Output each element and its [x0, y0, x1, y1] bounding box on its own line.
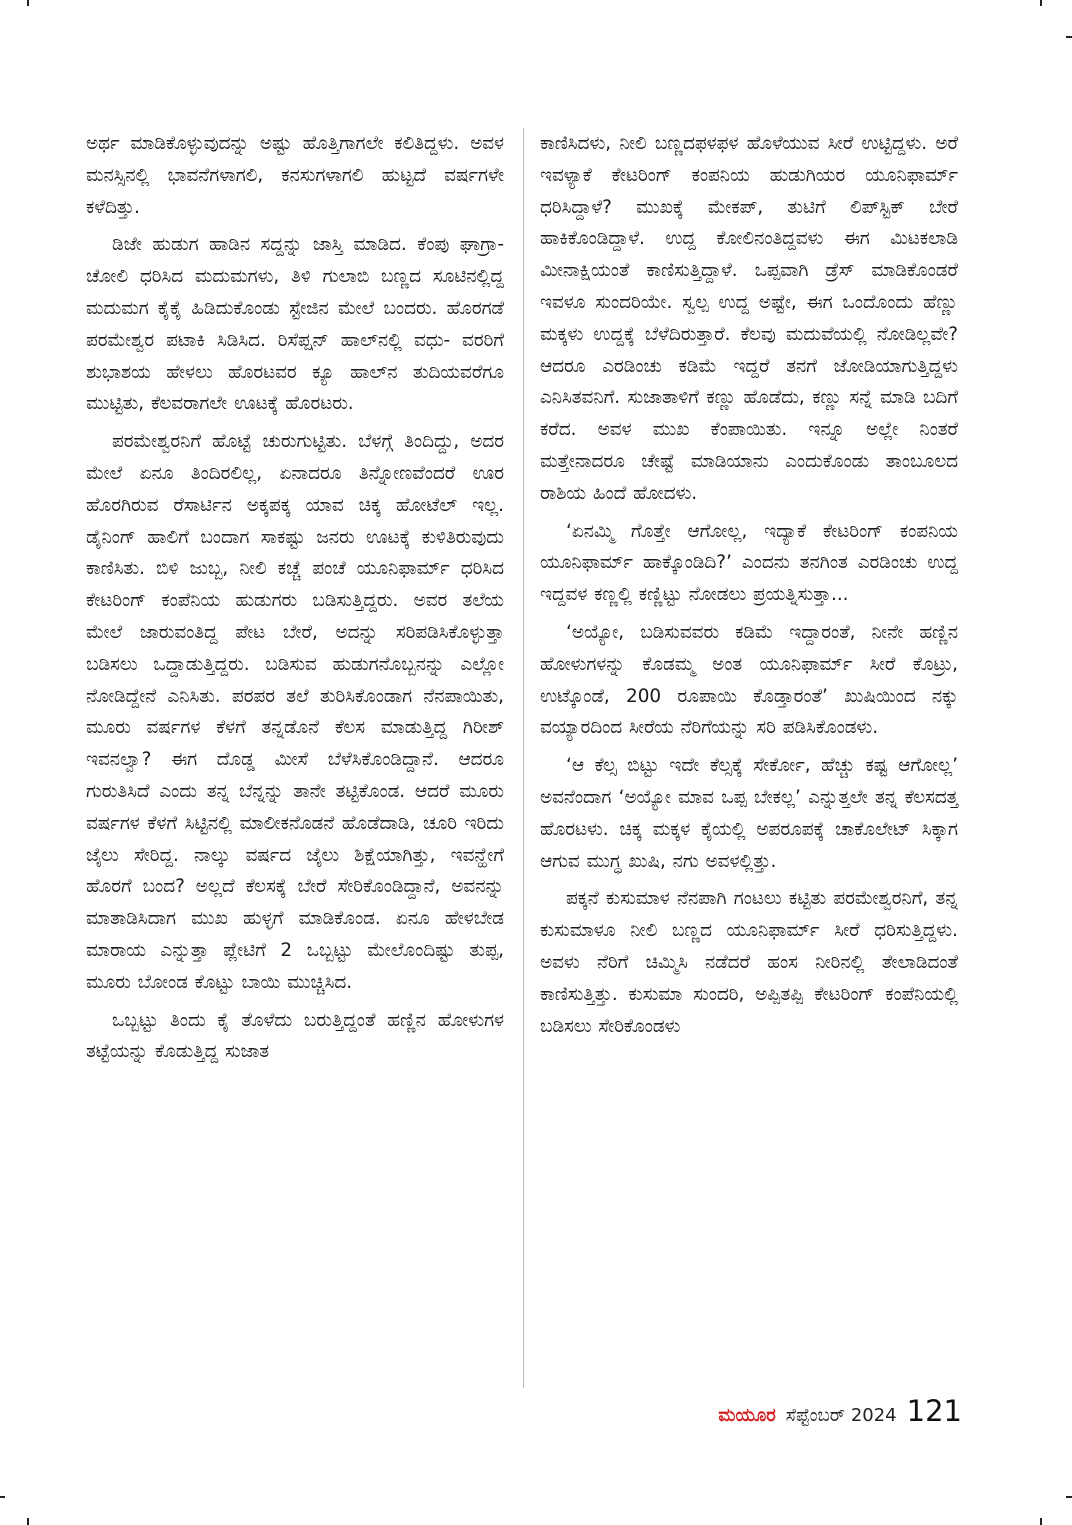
paragraph: ‘ಅಯ್ಯೋ, ಬಡಿಸುವವರು ಕಡಿಮೆ ಇದ್ದಾರಂತೆ, ನೀನೇ ಹಣ್ಣಿನ ಹೋಳುಗಳನ್ನು ಕೊಡಮ್ಮ ಅಂತ ಯೂನಿಫಾರ್ಮ್ ಸೀರೆ ಕೊಟ್ರು, ಉಟ್ಕೊಂಡೆ, 200 ರೂಪಾಯಿ ಕೊಡ್ತಾರಂತೆ’ ಖುಷಿಯಿಂದ ನಕ್ಕು ವಯ್ಯಾರದಿಂದ ಸೀರೆಯ ನೆರಿಗೆಯನ್ನು ಸರಿ ಪಡಿಸಿಕೊಂಡಳು. [540, 621, 958, 739]
article-page [86, 128, 966, 1398]
page-number: 121 [906, 1394, 962, 1428]
page-footer [718, 1394, 962, 1428]
paragraph: ಅರ್ಥ ಮಾಡಿಕೊಳ್ಳುವುದನ್ನು ಅಷ್ಟು ಹೊತ್ತಿಗಾಗಲೇ ಕಲಿತಿದ್ದಳು. ಅವಳ ಮನಸ್ಸಿನಲ್ಲಿ ಭಾವನೆಗಳಾಗಲಿ, ಕನಸುಗಳಾಗಲಿ ಹುಟ್ಟದೆ ವರ್ಷಗಳೇ ಕಳೆದಿತ್ತು. [86, 133, 504, 218]
crop-mark-top-right [1040, 0, 1042, 6]
crop-mark-right-edge [1066, 36, 1072, 38]
issue-date: ಸೆಪ್ಟೆಂಬರ್ 2024 [785, 1405, 897, 1426]
paragraph: ಪರಮೇಶ್ವರನಿಗೆ ಹೊಟ್ಟೆ ಚುರುಗುಟ್ಟಿತು. ಬೆಳಗ್ಗೆ ತಿಂದಿದ್ದು, ಅದರ ಮೇಲೆ ಏನೂ ತಿಂದಿರಲಿಲ್ಲ, ಏನಾದರೂ ತಿನ್ನೋಣವೆಂದರೆ ಊರ ಹೊರಗಿರುವ ರೆಸಾರ್ಟಿನ ಅಕ್ಕಪಕ್ಕ ಯಾವ ಚಿಕ್ಕ ಹೋಟೆಲ್ ಇಲ್ಲ. ಡೈನಿಂಗ್ ಹಾಲಿಗೆ ಬಂದಾಗ ಸಾಕಷ್ಟು ಜನರು ಊಟಕ್ಕೆ ಕುಳಿತಿರುವುದು ಕಾಣಿಸಿತು. ಬಿಳಿ ಜುಬ್ಬ, ನೀಲಿ ಕಚ್ಚೆ ಪಂಚೆ ಯೂನಿಫಾರ್ಮ್ ಧರಿಸಿದ ಕೇಟರಿಂಗ್ ಕಂಪೆನಿಯ ಹುಡುಗರು ಬಡಿಸುತ್ತಿದ್ದರು. ಅವರ ತಲೆಯ ಮೇಲೆ ಜಾರುವಂತಿದ್ದ ಪೇಟ ಬೇರೆ, ಅದನ್ನು ಸರಿಪಡಿಸಿಕೊಳ್ಳುತ್ತಾ ಬಡಿಸಲು ಒದ್ದಾಡುತ್ತಿದ್ದರು. ಬಡಿಸುವ ಹುಡುಗನೊಬ್ಬನನ್ನು ಎಲ್ಲೋ ನೋಡಿದ್ದೇನೆ ಎನಿಸಿತು. ಪರಪರ ತಲೆ ತುರಿಸಿಕೊಂಡಾಗ ನೆನಪಾಯಿತು, ಮೂರು ವರ್ಷಗಳ ಕೆಳಗೆ ತನ್ನಡೊನೆ ಕೆಲಸ ಮಾಡುತ್ತಿದ್ದ ಗಿರೀಶ್ ಇವನಲ್ವಾ? ಈಗ ದೊಡ್ಡ ಮೀಸೆ ಬೆಳೆಸಿಕೊಂಡಿದ್ದಾನೆ. ಆದರೂ ಗುರುತಿಸಿದೆ ಎಂದು ತನ್ನ ಬೆನ್ನನ್ನು ತಾನೇ ತಟ್ಟಿಕೊಂಡ. ಆದರೆ ಮೂರು ವರ್ಷಗಳ ಕೆಳಗೆ ಸಿಟ್ಟಿನಲ್ಲಿ ಮಾಲೀಕನೊಡನೆ ಹೊಡೆದಾಡಿ, ಚೂರಿ ಇರಿದು ಜೈಲು ಸೇರಿದ್ದ. ನಾಲ್ಕು ವರ್ಷದ ಜೈಲು ಶಿಕ್ಷೆಯಾಗಿತ್ತು, ಇವನ್ಹೇಗೆ ಹೊರಗೆ ಬಂದ? ಅಲ್ಲದೆ ಕೆಲಸಕ್ಕೆ ಬೇರೆ ಸೇರಿಕೊಂಡಿದ್ದಾನೆ, ಅವನನ್ನು ಮಾತಾಡಿಸಿದಾಗ ಮುಖ ಹುಳ್ಳಗೆ ಮಾಡಿಕೊಂಡ. ಏನೂ ಹೇಳಬೇಡ ಮಾರಾಯ ಎನ್ನುತ್ತಾ ಪ್ಲೇಟಿಗೆ 2 ಒಬ್ಬಟ್ಟು ಮೇಲೊಂದಿಷ್ಟು ತುಪ್ಪ, ಮೂರು ಬೋಂಡ ಕೊಟ್ಟು ಬಾಯಿ ಮುಚ್ಚಿಸಿದ. [86, 431, 505, 993]
crop-mark-bottom-right-vertical [1040, 1518, 1042, 1525]
crop-mark-bottom-right [1066, 1496, 1072, 1498]
crop-mark-top-left [27, 0, 29, 6]
crop-mark-bottom-left [27, 1518, 29, 1525]
paragraph: ಒಬ್ಬಟ್ಟು ತಿಂದು ಕೈ ತೊಳೆದು ಬರುತ್ತಿದ್ದಂತೆ ಹಣ್ಣಿನ ಹೋಳುಗಳ ತಟ್ಟೆಯನ್ನು ಕೊಡುತ್ತಿದ್ದ ಸುಜಾತ [86, 1009, 504, 1063]
magazine-logo: ಮಯೂರ [718, 1405, 776, 1426]
right-column [540, 128, 958, 1048]
paragraph: ಕಾಣಿಸಿದಳು, ನೀಲಿ ಬಣ್ಣದಫಳಫಳ ಹೊಳೆಯುವ ಸೀರೆ ಉಟ್ಟಿದ್ದಳು. ಅರೆ ಇವಳ್ಯಾಕೆ ಕೇಟರಿಂಗ್ ಕಂಪನಿಯ ಹುಡುಗಿಯರ ಯೂನಿಫಾರ್ಮ್ ಧರಿಸಿದ್ದಾಳೆ? ಮುಖಕ್ಕೆ ಮೇಕಪ್, ತುಟಿಗೆ ಲಿಪ್‌ಸ್ಟಿಕ್ ಬೇರೆ ಹಾಕಿಕೊಂಡಿದ್ದಾಳೆ. ಉದ್ದ ಕೋಲಿನಂತಿದ್ದವಳು ಈಗ ಮಿಟಕಲಾಡಿ ಮೀನಾಕ್ಷಿಯಂತೆ ಕಾಣಿಸುತ್ತಿದ್ದಾಳೆ. ಒಪ್ಪವಾಗಿ ಡ್ರೆಸ್ ಮಾಡಿಕೊಂಡರೆ ಇವಳೂ ಸುಂದರಿಯೇ. ಸ್ವಲ್ಪ ಉದ್ದ ಅಷ್ಟೇ, ಈಗ ಒಂದೊಂದು ಹೆಣ್ಣು ಮಕ್ಕಳು ಉದ್ದಕ್ಕೆ ಬೆಳೆದಿರುತ್ತಾರೆ. ಕೆಲವು ಮದುವೆಯಲ್ಲಿ ನೋಡಿಲ್ಲವೇ? ಆದರೂ ಎರಡಿಂಚು ಕಡಿಮೆ ಇದ್ದರೆ ತನಗೆ ಜೋಡಿಯಾಗುತ್ತಿದ್ದಳು ಎನಿಸಿತವನಿಗೆ. ಸುಜಾತಾಳಿಗೆ ಕಣ್ಣು ಹೊಡೆದು, ಕಣ್ಣು ಸನ್ನೆ ಮಾಡಿ ಬದಿಗೆ ಕರೆದ. ಅವಳ ಮುಖ ಕೆಂಪಾಯಿತು. ಇನ್ನೂ ಅಲ್ಲೇ ನಿಂತರೆ ಮತ್ತೇನಾದರೂ ಚೇಷ್ಟೆ ಮಾಡಿಯಾನು ಎಂದುಕೊಂಡು ತಾಂಬೂಲದ ರಾಶಿಯ ಹಿಂದೆ ಹೋದಳು. [540, 133, 958, 504]
crop-mark-left-edge [0, 1496, 5, 1498]
left-column [86, 128, 504, 1074]
paragraph: ಡಿಜೇ ಹುಡುಗ ಹಾಡಿನ ಸದ್ದನ್ನು ಜಾಸ್ತಿ ಮಾಡಿದ. ಕೆಂಪು ಘಾಗ್ರಾ-ಚೋಲಿ ಧರಿಸಿದ ಮದುಮಗಳು, ತಿಳಿ ಗುಲಾಬಿ ಬಣ್ಣದ ಸೂಟಿನಲ್ಲಿದ್ದ ಮದುಮಗ ಕೈಕೈ ಹಿಡಿದುಕೊಂಡು ಸ್ಟೇಜಿನ ಮೇಲೆ ಬಂದರು. ಹೊರಗಡೆ ಪರಮೇಶ್ವರ ಪಟಾಕಿ ಸಿಡಿಸಿದ. ರಿಸೆಪ್ಷನ್ ಹಾಲ್‌ನಲ್ಲಿ ವಧು- ವರರಿಗೆ ಶುಭಾಶಯ ಹೇಳಲು ಹೊರಟವರ ಕ್ಯೂ ಹಾಲ್‌ನ ತುದಿಯವರೆಗೂ ಮುಟ್ಟಿತು, ಕೆಲವರಾಗಲೇ ಊಟಕ್ಕೆ ಹೊರಟರು. [86, 234, 504, 415]
column-divider [523, 128, 524, 1388]
paragraph: ‘ಆ ಕೆಲ್ಸ ಬಿಟ್ಟು ಇದೇ ಕೆಲ್ಸಕ್ಕೆ ಸೇರ್ಕೋ, ಹೆಚ್ಚು ಕಷ್ಟ ಆಗೋಲ್ಲ’ ಅವನೆಂದಾಗ ‘ಅಯ್ಯೋ ಮಾವ ಒಪ್ಪ ಬೇಕಲ್ಲ’ ಎನ್ನುತ್ತಲೇ ತನ್ನ ಕೆಲಸದತ್ತ ಹೊರಟಳು. ಚಿಕ್ಕ ಮಕ್ಕಳ ಕೈಯಲ್ಲಿ ಅಪರೂಪಕ್ಕೆ ಚಾಕೊಲೇಟ್ ಸಿಕ್ಕಾಗ ಆಗುವ ಮುಗ್ಧ ಖುಷಿ, ನಗು ಅವಳಲ್ಲಿತ್ತು. [540, 755, 958, 872]
paragraph: ಪಕ್ಕನೆ ಕುಸುಮಾಳ ನೆನಪಾಗಿ ಗಂಟಲು ಕಟ್ಟಿತು ಪರಮೇಶ್ವರನಿಗೆ, ತನ್ನ ಕುಸುಮಾಳೂ ನೀಲಿ ಬಣ್ಣದ ಯೂನಿಫಾರ್ಮ್ ಸೀರೆ ಧರಿಸುತ್ತಿದ್ದಳು. ಅವಳು ನೆರಿಗೆ ಚಿಮ್ಮಿಸಿ ನಡೆದರೆ ಹಂಸ ನೀರಿನಲ್ಲಿ ತೇಲಾಡಿದಂತೆ ಕಾಣಿಸುತ್ತಿತ್ತು. ಕುಸುಮಾ ಸುಂದರಿ, ಅಪ್ಪಿತಪ್ಪಿ ಕೇಟರಿಂಗ್ ಕಂಪೆನಿಯಲ್ಲಿ ಬಡಿಸಲು ಸೇರಿಕೊಂಡಳು [540, 888, 958, 1037]
paragraph: ‘ಏನಮ್ಮಿ ಗೊತ್ತೇ ಆಗೋಲ್ಲ, ಇದ್ಯಾಕೆ ಕೇಟರಿಂಗ್ ಕಂಪನಿಯ ಯೂನಿಫಾರ್ಮ್ ಹಾಕ್ಕೊಂಡಿದಿ?’ ಎಂದನು ತನಗಿಂತ ಎರಡಿಂಚು ಉದ್ದ ಇದ್ದವಳ ಕಣ್ಣಲ್ಲಿ ಕಣ್ಣಿಟ್ಟು ನೋಡಲು ಪ್ರಯತ್ನಿಸುತ್ತಾ... [540, 520, 958, 606]
